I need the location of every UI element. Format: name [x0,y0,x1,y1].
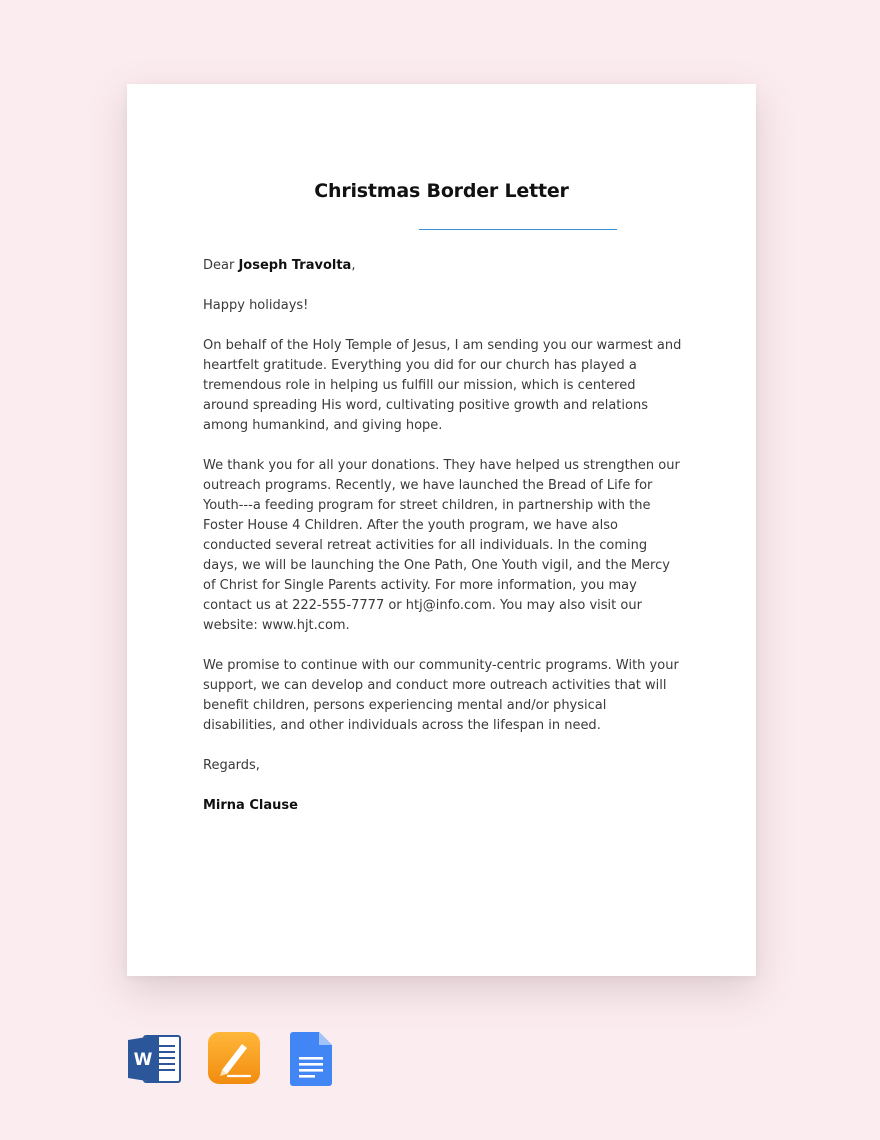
signature: Mirna Clause [203,798,298,813]
paragraph-gratitude: On behalf of the Holy Temple of Jesus, I am sending you our warmest and heartfelt gratitude. Everything you did for our church has played a tremendous role in helping us fulfill our mission, which is centered around spreading His word, cultivating positive growth and relations among humankind, and giving hope. [203,338,682,433]
title-underline [419,229,617,230]
letter-body [203,256,683,836]
greeting: Happy holidays! [203,298,309,313]
letter-page [127,84,756,976]
paragraph-donations: We thank you for all your donations. They have helped us strengthen our outreach programs. Recently, we have launched the Bread of Life for Youth---a feeding program for street children, in partnership with the Foster House 4 Children. After the youth program, we have also conducted several retreat activities for all individuals. In the coming days, we will be launching the One Path, One Youth vigil, and the Mercy of Christ for Single Parents activity. For more information, you may contact us at 222-555-7777 or htj@info.com. You may also visit our website: www.hjt.com. [203,458,680,633]
svg-text:W: W [133,1050,153,1070]
pages-icon[interactable] [208,1032,260,1084]
word-icon[interactable] [128,1032,182,1086]
closing: Regards, [203,758,260,773]
paragraph-promise: We promise to continue with our community-centric programs. With your support, we can develop and conduct more outreach activities that will benefit children, persons experiencing mental and/or physical disabilities, and other individuals across the lifespan in need. [203,658,679,733]
salutation-suffix: , [351,258,356,273]
document-title: Christmas Border Letter [314,180,569,202]
salutation [203,256,683,276]
recipient-name: Joseph Travolta [238,258,352,273]
salutation-prefix: Dear [203,258,239,273]
google-docs-icon[interactable] [290,1032,332,1086]
